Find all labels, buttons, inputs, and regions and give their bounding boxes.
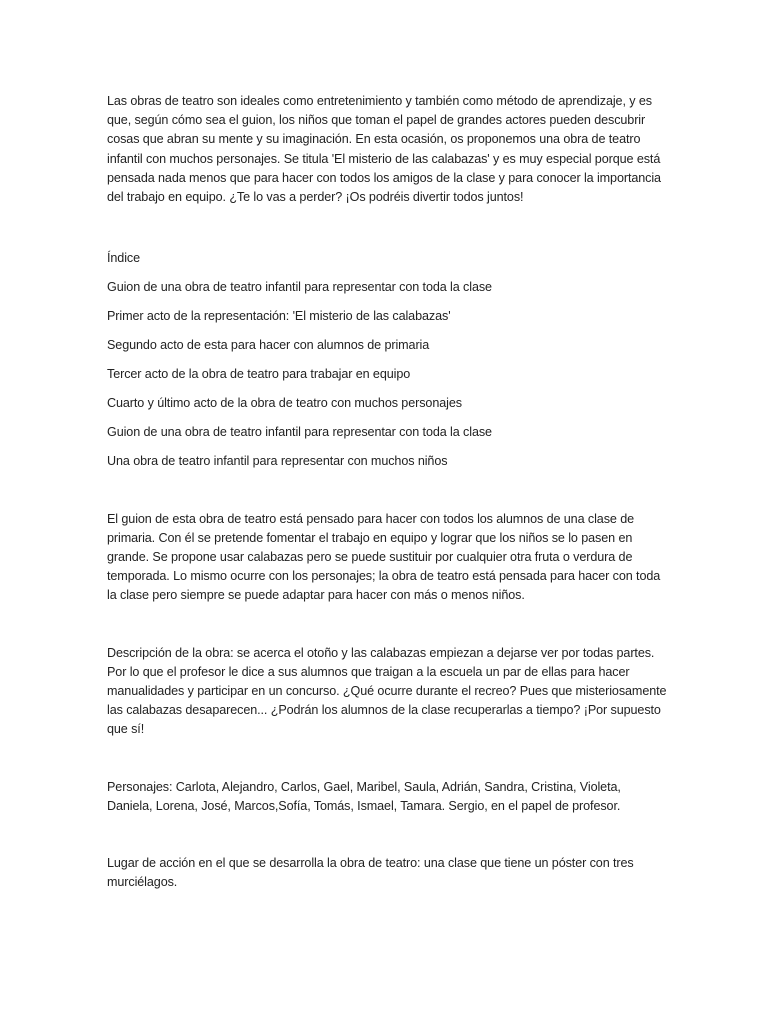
guion-paragraph: El guion de esta obra de teatro está pensado para hacer con todos los alumnos de una clase de primaria. Con él se pretende fomentar el trabajo en equipo y lograr que los niños se lo pasen en grande. Se propone usar calabazas pero se puede sustituir por cualquier otra fruta o verdura de temporada. Lo mismo ocurre con los personajes; la obra de teatro está pensada para hacer con toda la clase pero siempre se puede adaptar para hacer con más o menos niños. [107, 511, 661, 603]
description-paragraph: Descripción de la obra: se acerca el otoño y las calabazas empiezan a dejarse ver por todas partes. Por lo que el profesor le dice a sus alumnos que traigan a la escuela un par de ellas para hacer manualidades y participar en un concurso. ¿Qué ocurre durante el recreo? Pues que misteriosamente las calabazas desaparecen... ¿Podrán los alumnos de la clase recuperarlas a tiempo? ¡Por supuesto que sí! [107, 645, 667, 737]
toc-item[interactable]: Cuarto y último acto de la obra de teatro con muchos personajes [107, 396, 462, 411]
toc-item[interactable]: Primer acto de la representación: 'El misterio de las calabazas' [107, 309, 451, 324]
toc-list [107, 278, 668, 471]
toc-item[interactable]: Una obra de teatro infantil para representar con muchos niños [107, 454, 448, 469]
intro-paragraph: Las obras de teatro son ideales como entretenimiento y también como método de aprendizaje, y es que, según cómo sea el guion, los niños que toman el papel de grandes actores pueden descubrir cosas que abran su mente y su imaginación. En esta ocasión, os proponemos una obra de teatro infantil con muchos personajes. Se titula 'El misterio de las calabazas' y es muy especial porque está pensada nada menos que para hacer con todos los amigos de la clase y para conocer la importancia del trabajo en equipo. ¿Te lo vas a perder? ¡Os podréis divertir todos juntos! [107, 94, 661, 205]
toc-heading: Índice [107, 251, 141, 266]
characters-paragraph: Personajes: Carlota, Alejandro, Carlos, Gael, Maribel, Saula, Adrián, Sandra, Cristina, Violeta, Daniela, Lorena, José, Marcos,Sofía, Tomás, Ismael, Tamara. Sergio, en el papel de profesor. [107, 779, 621, 813]
toc-item[interactable]: Guion de una obra de teatro infantil para representar con toda la clase [107, 280, 492, 295]
toc-item[interactable]: Tercer acto de la obra de teatro para trabajar en equipo [107, 367, 411, 382]
toc-item[interactable]: Guion de una obra de teatro infantil para representar con toda la clase [107, 425, 492, 440]
setting-paragraph: Lugar de acción en el que se desarrolla la obra de teatro: una clase que tiene un póster con tres murciélagos. [107, 856, 634, 890]
toc-item[interactable]: Segundo acto de esta para hacer con alumnos de primaria [107, 338, 430, 353]
